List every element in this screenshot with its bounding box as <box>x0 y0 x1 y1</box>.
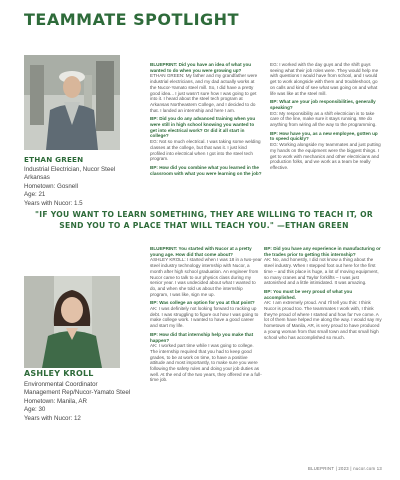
page-title: TEAMMATE SPOTLIGHT <box>24 10 239 29</box>
ashley-kroll-role: Environmental Coordinator <box>24 380 98 388</box>
interview-answer: AK: No, and honestly, I did not know a thing about the steel industry. When I stepped foot out here for the first time – and this place is huge, a lot of moving equipment, so many cranes and Taylor forklifts – I was just astonished and a little intimidated. It was amazing. <box>264 257 379 286</box>
ethan-green-years: Years with Nucor: 1.5 <box>24 199 83 207</box>
interview-answer: AK: I am extremely proud. And I'll tell you this: I think Nucor is proud too. The teammates I work with, I think they're proud of where I started and how far I've come. A lot of them have helped me along the way. I would say my hometown of Manila, AR, is very proud to have produced a young woman from that small town and that small high school who has accomplished so much. <box>264 300 382 340</box>
ashley-kroll-interview-col1 <box>150 246 262 386</box>
interview-question: BP: How have you, as a new employee, gotten up to speed quickly? <box>270 130 378 142</box>
interview-answer: EG: My responsibility as a shift electrician is to take care of the line, make sure it stays running. We do anything from wiring all the way to the programming. <box>270 110 377 128</box>
interview-answer: EG: I worked with the day guys and the shift guys seeing what their job roles were. They would help me with questions I would have from school, and I would get to work alongside with them and troubleshoot, go on calls and kind of see what was going on and what life was like at the steel mill. <box>270 62 379 96</box>
interview-answer: AK: I worked part time while I was going to college. The internship required that you had to keep good grades, to be at work on time, to have a positive attitude and most importantly, to make sure you were following the safety rules and doing your job duties as well. At the end of the two years, they offered me a full-time job. <box>150 343 262 383</box>
ethan-green-interview-col1 <box>150 62 262 176</box>
ashley-kroll-age: Age: 30 <box>24 406 46 414</box>
interview-answer: EG: Not so much electrical. I was taking some welding classes at the college, but that was it. I just kind profiled into electrical when I got into the steel tech program. <box>150 139 261 162</box>
interview-answer: EG: Working alongside my teammates and just putting my hands on the equipment were the biggest things. I get to work with mechanics and other electricians and production folks, and we work as a team be really effective. <box>270 142 381 170</box>
ashley-kroll-bio <box>24 370 134 424</box>
interview-answer: AK: I was definitely not looking forward to racking up debt. I was struggling to figure out how I was going to make college work. I wanted to have a good career and start my life. <box>150 306 259 329</box>
pull-quote: "IF YOU WANT TO LEARN SOMETHING, THEY ARE WILLING TO TEACH IT, OR SEND YOU TO A PLACE THAT WILL TEACH YOU." —ETHAN GREEN <box>34 210 374 230</box>
ethan-green-age: Age: 21 <box>24 191 46 199</box>
ethan-green-bio <box>24 156 124 209</box>
ashley-kroll-interview-col2 <box>264 246 382 343</box>
interview-answer: ASHLEY KROLL: I started when I was 18 in a two-year steel industry technology internship with Nucor, a month after high school graduation. An engineer from Nucor came to talk to our physics class during my senior year. I was undecided about what I wanted to do, and when she told us about the internship program, I was like, sign me up. <box>150 257 262 297</box>
interview-answer: ETHAN GREEN: My father and my grandfather were industrial electricians, and my dad actually works at the Nucor-Yamato steel mill. So, I did have a pretty good idea... I just wasn't sure how I was going to get into it. I heard about the steel tech program at Arkansas Northeastern College, and I decided to do that. I landed an internship and here I am. <box>150 73 258 113</box>
ashley-kroll-hometown: Hometown: Manila, AR <box>24 397 87 405</box>
ethan-green-role: Industrial Electrician, Nucor Steel Arkansas <box>24 165 116 182</box>
ethan-green-interview-col2 <box>270 62 382 174</box>
ethan-green-hometown: Hometown: Gosnell <box>24 182 78 190</box>
interview-question: BP: Was college an option for you at that point? <box>150 300 255 306</box>
ethan-green-name: ETHAN GREEN <box>24 155 84 164</box>
interview-question: BLUEPRINT: You started with Nucor at a pretty young age. How did that come about? <box>150 246 252 257</box>
interview-question: BP: How did you combine what you learned in the classroom with what you were learning on the job? <box>150 164 262 176</box>
interview-question: BP: How did that internship help you make that happen? <box>150 331 254 343</box>
interview-question: BP: You must be very proud of what you accomplished. <box>264 288 353 300</box>
interview-question: BLUEPRINT: Did you have an idea of what you wanted to do when you were growing up? <box>150 62 252 73</box>
ashley-kroll-company: Management Rep/Nucor-Yamato Steel <box>24 389 131 397</box>
page-footer: BLUEPRINT | 2023 | nucor.com 13 <box>307 466 382 471</box>
interview-question: BP: Did you have any experience in manufacturing or the trades prior to getting this internship? <box>264 246 381 257</box>
ashley-kroll-name: ASHLEY KROLL <box>24 369 94 378</box>
interview-question: BP: Did you do any advanced training when you were still in high school knowing you wanted to get into electrical work? Or did it all start in college? <box>150 116 256 139</box>
ashley-kroll-photo <box>24 276 120 368</box>
interview-question: BP: What are your job responsibilities, generally speaking? <box>270 99 376 110</box>
ashley-kroll-years: Years with Nucor: 12 <box>24 414 81 422</box>
ethan-green-photo <box>24 55 120 150</box>
